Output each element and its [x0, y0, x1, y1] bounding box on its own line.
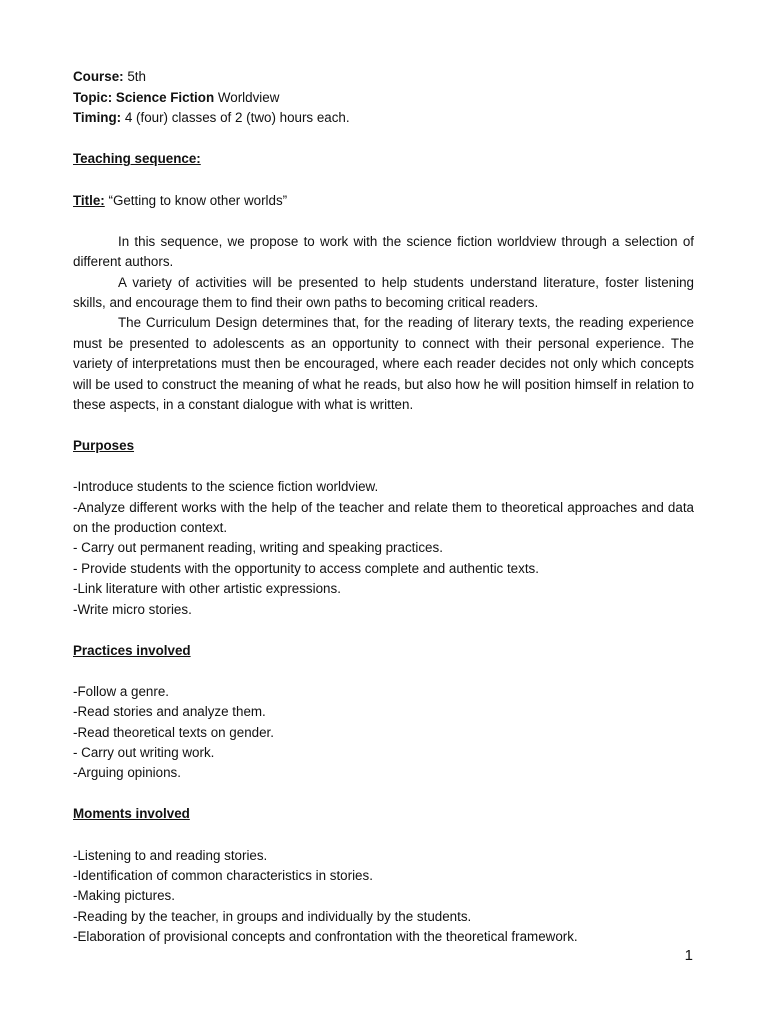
spacer	[73, 211, 694, 232]
purposes-list	[73, 477, 694, 620]
list-item: -Link literature with other artistic expressions.	[73, 581, 341, 597]
timing-line	[73, 108, 694, 129]
moments-heading: Moments involved	[73, 806, 190, 822]
spacer	[73, 661, 694, 682]
teaching-sequence-heading: Teaching sequence:	[73, 151, 201, 167]
list-item: -Reading by the teacher, in groups and individually by the students.	[73, 908, 472, 924]
spacer	[73, 784, 694, 805]
spacer	[73, 170, 694, 191]
course-label: Course:	[73, 69, 124, 84]
moments-list	[73, 846, 694, 948]
timing-label: Timing:	[73, 110, 122, 126]
list-item: - Carry out writing work.	[73, 745, 215, 761]
list-item: - Provide students with the opportunity to access complete and authentic texts.	[73, 560, 539, 576]
list-item: -Elaboration of provisional concepts and confrontation with the theoretical framework.	[73, 929, 578, 945]
list-item: -Write micro stories.	[73, 601, 192, 617]
list-item: -Arguing opinions.	[73, 765, 181, 781]
list-item: -Making pictures.	[73, 888, 175, 904]
topic-label: Topic: Science Fiction	[73, 89, 215, 105]
activities-paragraph: A variety of activities will be presented to help students understand literature, foster listening skills, and encourage them to find their own paths to becoming critical readers.	[73, 274, 694, 310]
timing-value: 4 (four) classes of 2 (two) hours each.	[124, 110, 350, 126]
topic-line	[73, 88, 694, 109]
list-item: -Follow a genre.	[73, 683, 170, 699]
list-item: -Analyze different works with the help of the teacher and relate them to theoretical approaches and data on the production context.	[73, 499, 694, 535]
list-item: -Read theoretical texts on gender.	[73, 724, 274, 740]
title-line	[73, 191, 694, 212]
practices-list	[73, 682, 694, 784]
title-value: “Getting to know other worlds”	[108, 192, 288, 208]
list-item: - Carry out permanent reading, writing and speaking practices.	[73, 540, 443, 556]
spacer	[73, 825, 694, 846]
list-item: -Read stories and analyze them.	[73, 704, 266, 720]
topic-value: Worldview	[217, 89, 280, 105]
spacer	[73, 457, 694, 478]
page-number: 1	[684, 947, 693, 964]
document-page	[73, 67, 694, 948]
spacer	[73, 129, 694, 150]
practices-heading: Practices involved	[73, 642, 191, 658]
purposes-heading: Purposes	[73, 438, 135, 453]
list-item: -Introduce students to the science fiction worldview.	[73, 479, 379, 495]
course-value: 5th	[127, 69, 146, 84]
title-label: Title:	[73, 192, 105, 208]
list-item: -Identification of common characteristics in stories.	[73, 868, 373, 884]
list-item: -Listening to and reading stories.	[73, 847, 268, 863]
spacer	[73, 415, 694, 436]
spacer	[73, 620, 694, 641]
course-line	[73, 67, 694, 88]
intro-paragraph: In this sequence, we propose to work with the science fiction worldview through a selection of different authors.	[73, 233, 694, 270]
curriculum-paragraph: The Curriculum Design determines that, for the reading of literary texts, the reading experience must be presented to adolescents as an opportunity to connect with their personal experience. The variety of interpretations must then be encouraged, where each reader decides not only which concepts will be used to construct the meaning of what he reads, but also how he will position himself in relation to these aspects, in a constant dialogue with what is written.	[73, 315, 694, 412]
